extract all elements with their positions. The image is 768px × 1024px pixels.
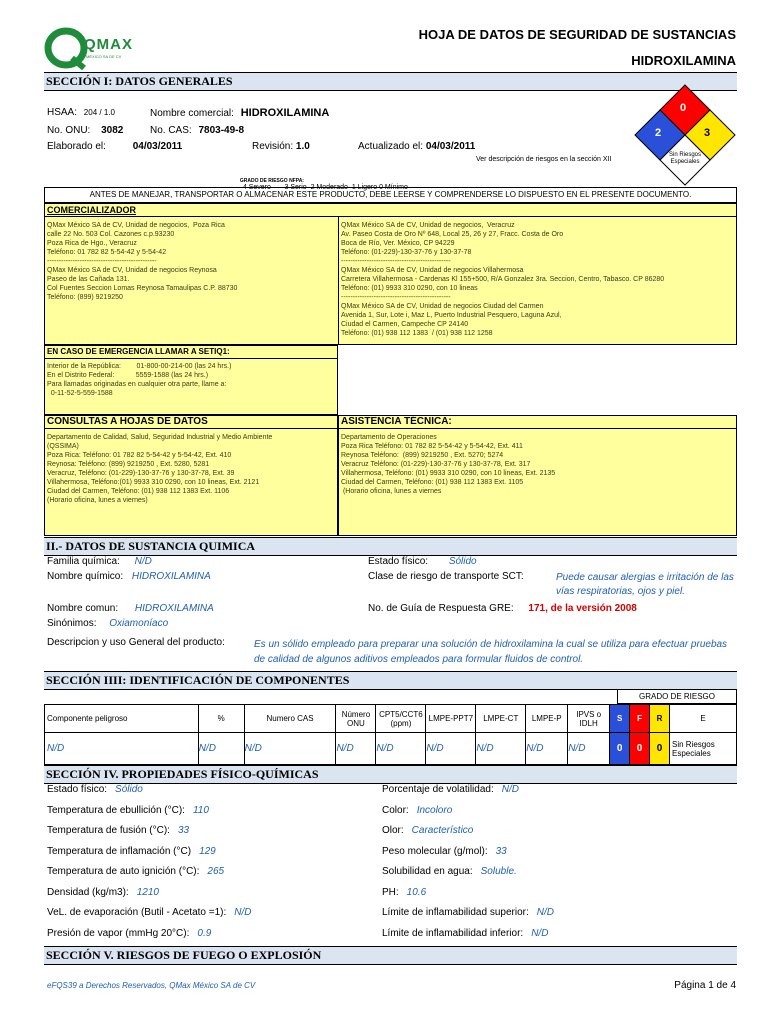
col-r: R bbox=[650, 705, 670, 733]
cell-cas: N/D bbox=[244, 733, 336, 765]
gre-row bbox=[368, 603, 637, 614]
clase-riesgo-value: Puede causar alergias e irritación de las vías respiratorias, ojos y piel. bbox=[556, 572, 734, 597]
logo-text: QMAX bbox=[84, 36, 133, 53]
asistencia-line: Departamento de Operaciones bbox=[341, 434, 437, 441]
revision-value: 1.0 bbox=[295, 141, 310, 152]
actualizado-label: Actualizado el: bbox=[358, 141, 424, 152]
property-label: Temperatura de ebullición (°C): bbox=[47, 804, 185, 816]
nombre-comercial-value: HIDROXILAMINA bbox=[240, 107, 330, 119]
consultas-line: Reynosa: Teléfono: (899) 9219250 , Ext. 5280, 5281 bbox=[47, 461, 210, 468]
property-label: Temperatura de fusión (°C): bbox=[47, 825, 170, 836]
estado-fisico-label: Estado físico: bbox=[368, 556, 429, 567]
nfpa-fire: 0 bbox=[680, 102, 687, 114]
doc-subtitle: HIDROXILAMINA bbox=[631, 53, 736, 68]
sinonimos-label: Sinónimos: bbox=[47, 618, 97, 629]
comercializador-left-line: QMax México SA de CV, Unidad de negocios, Poza Rica bbox=[47, 222, 225, 229]
property-row bbox=[47, 846, 367, 867]
elaborado-row bbox=[47, 141, 182, 152]
property-row bbox=[47, 866, 367, 887]
table-row bbox=[45, 733, 737, 765]
emergencia-box bbox=[44, 345, 338, 415]
cell-f: 0 bbox=[630, 733, 650, 765]
comercializador-left-line: ----------------------------------------------- bbox=[47, 258, 157, 265]
property-label: Color: bbox=[382, 804, 409, 816]
comercializador-left-line: Teléfono: 01 782 82 5-54-42 y 5-54-42 bbox=[47, 249, 167, 256]
nfpa-reactivity: 3 bbox=[704, 127, 711, 139]
col-cpt: CPT5/CCT6 (ppm) bbox=[376, 705, 426, 733]
asistencia-line: Poza Rica Teléfono: 01 782 82 5-54-42 y 5-54-42, Ext. 411 bbox=[341, 443, 523, 450]
componentes-header-row bbox=[45, 705, 737, 733]
property-value: 10.6 bbox=[406, 886, 427, 898]
col-componente: Componente peligroso bbox=[45, 705, 199, 733]
property-row bbox=[382, 846, 736, 867]
comercializador-right-line: QMax México SA de CV, Unidad de negocios Villahermosa bbox=[341, 267, 524, 274]
ver-descripcion: Ver descripción de riesgos en la sección XII bbox=[476, 156, 612, 163]
comercializador-left bbox=[47, 221, 335, 302]
page-number: Página 1 de 4 bbox=[674, 980, 736, 991]
hsaa-value: 204 / 1.0 bbox=[83, 108, 115, 117]
comercializador-left-line: Teléfono: (899) 9219250 bbox=[47, 294, 123, 301]
property-value: 265 bbox=[207, 866, 225, 877]
section-5-title: SECCIÓN V. RIESGOS DE FUEGO O EXPLOSIÓN bbox=[44, 946, 737, 965]
col-f: F bbox=[630, 705, 650, 733]
property-label: Límite de inflamabilidad inferior: bbox=[382, 927, 524, 939]
propiedades-right bbox=[382, 784, 736, 948]
logo bbox=[44, 22, 136, 72]
emergencia-line: En el Distrito Federal: 5559-1588 (las 24 hrs.) bbox=[47, 372, 209, 379]
property-value: N/D bbox=[234, 907, 252, 918]
onu-row bbox=[47, 125, 123, 136]
propiedades-left bbox=[47, 784, 367, 948]
aviso-banner: ANTES DE MANEJAR, TRANSPORTAR O ALMACENAR ESTE PRODUCTO, DEBE LEERSE Y COMPRENDERSE LO DISPUESTO EN EL PRESENTE DOCUMENTO. bbox=[44, 187, 737, 203]
property-label: Peso molecular (g/mol): bbox=[382, 845, 488, 857]
consultas-line: (Horario oficina, lunes a viernes) bbox=[47, 497, 148, 504]
emergencia-line: Para llamadas originadas en cualquier otra parte, llame a: bbox=[47, 381, 227, 388]
cas-row bbox=[150, 125, 244, 136]
cell-lmpe-p: N/D bbox=[526, 733, 568, 765]
property-row bbox=[47, 784, 367, 805]
nombre-quimico-label: Nombre químico: bbox=[47, 571, 124, 582]
comercializador-right bbox=[341, 221, 737, 338]
descripcion-label: Descripcion y uso General del producto: bbox=[47, 637, 225, 648]
comercializador-left-line: Col Fuentes Seccion Lomas Reynosa Tamaulipas C.P. 88730 bbox=[47, 285, 238, 292]
consultas-line: Departamento de Calidad, Salud, Seguridad Industrial y Medio Ambiente bbox=[47, 434, 273, 441]
cas-label: No. CAS: bbox=[150, 125, 192, 136]
hsaa-label: HSAA: bbox=[47, 107, 78, 118]
property-row bbox=[47, 928, 367, 949]
col-onu: Número ONU bbox=[336, 705, 376, 733]
comercializador-right-line: Av. Paseo Costa de Oro Nº 648, Local 25, 26 y 27, Fracc. Costa de Oro bbox=[341, 231, 564, 238]
consultas-lines bbox=[47, 433, 335, 505]
cas-value: 7803-49-8 bbox=[198, 125, 245, 136]
property-value: Incoloro bbox=[416, 804, 453, 816]
comercializador-right-line: Boca de Río, Ver. México, CP 94229 bbox=[341, 240, 455, 247]
consultas-line: Ciudad del Carmen, Teléfono: (01) 938 112 1383 Ext. 1106 bbox=[47, 488, 230, 495]
comercializador-right-line: Teléfono: (01-229)-130-37-76 y 130-37-78 bbox=[341, 249, 472, 256]
actualizado-value: 04/03/2011 bbox=[425, 141, 476, 152]
consultas-box bbox=[44, 415, 338, 536]
hsaa-row bbox=[47, 107, 115, 118]
property-row bbox=[382, 866, 736, 887]
grado-label: GRADO DE RIESGO NFPA: bbox=[239, 178, 304, 184]
property-label: Olor: bbox=[382, 825, 404, 836]
onu-value: 3082 bbox=[101, 125, 124, 136]
logo-subtext: MÉXICO SA DE CV bbox=[86, 54, 122, 59]
property-row bbox=[47, 907, 367, 928]
property-row bbox=[382, 887, 736, 908]
property-label: Solubilidad en agua: bbox=[382, 866, 473, 877]
col-e: E bbox=[670, 705, 737, 733]
familia-label: Familia química: bbox=[47, 556, 120, 567]
gre-label: No. de Guía de Respuesta GRE: bbox=[368, 603, 514, 614]
cell-onu: N/D bbox=[336, 733, 376, 765]
comercializador-left-line: calle 22 No. 503 Col. Cazones c.p.93230 bbox=[47, 231, 175, 238]
asistencia-line: Reynosa Teléfono: (899) 9219250 , Ext. 5270; 5274 bbox=[341, 452, 504, 459]
comercializador-right-line: Avenida 1, Sur, Lote i, Maz L, Puerto Industrial Pesquero, Laguna Azul, bbox=[341, 312, 562, 319]
componentes-table bbox=[44, 704, 737, 765]
section-3-title: SECCIÓN IIII: IDENTIFICACIÓN DE COMPONENTES bbox=[44, 671, 737, 690]
revision-row bbox=[252, 141, 310, 152]
familia-row bbox=[47, 556, 152, 567]
property-label: Densidad (kg/m3): bbox=[47, 886, 129, 898]
nombre-comun-row bbox=[47, 603, 214, 614]
emergencia-line: Interior de la República: 01-800-00-214-00 (las 24 hrs.) bbox=[47, 363, 232, 370]
property-row bbox=[47, 805, 367, 826]
comercializador-left-line: Poza Rica de Hgo., Veracruz bbox=[47, 240, 137, 247]
cell-ipvs: N/D bbox=[568, 733, 610, 765]
comercializador-right-line: ----------------------------------------------- bbox=[341, 258, 451, 265]
property-value: Sólido bbox=[115, 784, 143, 795]
comercializador-right-line: Teléfono: (01) 9933 310 0290, con 10 lineas bbox=[341, 285, 478, 292]
nfpa-health: 2 bbox=[655, 127, 662, 139]
clase-riesgo-label: Clase de riesgo de transporte SCT: bbox=[368, 571, 524, 582]
gre-value: 171, de la versión 2008 bbox=[528, 603, 637, 614]
property-label: Límite de inflamabilidad superior: bbox=[382, 907, 529, 918]
property-value: 110 bbox=[192, 804, 209, 816]
col-lmpe-p: LMPE-P bbox=[526, 705, 568, 733]
cell-porcentaje: N/D bbox=[198, 733, 244, 765]
cell-lmpe-ct: N/D bbox=[476, 733, 526, 765]
section-4-title: SECCIÓN IV. PROPIEDADES FÍSICO-QUÍMICAS bbox=[44, 765, 737, 784]
section-2-title: II.- DATOS DE SUSTANCIA QUIMICA bbox=[44, 537, 737, 556]
comercializador-left-line: Paseo de las Cañada 131. bbox=[47, 276, 130, 283]
grado-riesgo-header: GRADO DE RIESGO bbox=[617, 689, 737, 704]
property-value: 0.9 bbox=[197, 927, 212, 939]
col-s: S bbox=[610, 705, 630, 733]
actualizado-row bbox=[358, 141, 475, 152]
asistencia-line: Ciudad del Carmen, Teléfono: (01) 938 112 1383 Ext. 1105 bbox=[341, 479, 524, 486]
estado-fisico-value: Sólido bbox=[448, 556, 477, 567]
revision-label: Revisión: bbox=[252, 141, 294, 152]
elaborado-label: Elaborado el: bbox=[47, 141, 106, 152]
property-row bbox=[382, 805, 736, 826]
elaborado-value: 04/03/2011 bbox=[132, 141, 183, 152]
emergencia-lines bbox=[47, 362, 335, 398]
property-value: 129 bbox=[199, 845, 216, 857]
comercializador-left-line: QMax México SA de CV, Unidad de negocios Reynosa bbox=[47, 267, 217, 274]
cell-s: 0 bbox=[610, 733, 630, 765]
onu-label: No. ONU: bbox=[47, 125, 91, 136]
consultas-title: CONSULTAS A HOJAS DE DATOS bbox=[45, 416, 337, 429]
asistencia-title: ASISTENCIA TÉCNICA: bbox=[339, 416, 736, 429]
asistencia-lines bbox=[341, 433, 735, 496]
property-value: Soluble. bbox=[480, 866, 517, 877]
property-row bbox=[382, 825, 736, 846]
property-row bbox=[382, 928, 736, 949]
section-1-title: SECCIÓN I: DATOS GENERALES bbox=[44, 72, 737, 91]
emergencia-title: EN CASO DE EMERGENCIA LLAMAR A SETIQ1: bbox=[45, 346, 337, 359]
col-lmpe-ct: LMPE-CT bbox=[476, 705, 526, 733]
col-cas: Numero CAS bbox=[244, 705, 336, 733]
property-value: N/D bbox=[536, 907, 554, 918]
comercializador-box bbox=[44, 203, 737, 345]
nombre-quimico-value: HIDROXILAMINA bbox=[131, 571, 211, 582]
descripcion-value: Es un sólido empleado para preparar una solución de hidroxilamina la cual se utiliza para efectuar pruebas de calidad de algunos aditivos empleados para formular fluidos de control. bbox=[254, 639, 728, 665]
property-value: 33 bbox=[495, 845, 507, 857]
property-label: Temperatura de inflamación (°C) bbox=[47, 845, 192, 857]
cell-cpt: N/D bbox=[376, 733, 426, 765]
comercializador-right-line: QMax México SA de CV, Unidad de negocios, Veracruz bbox=[341, 222, 515, 229]
property-row bbox=[47, 887, 367, 908]
comercializador-title: COMERCIALIZADOR bbox=[45, 204, 736, 217]
asistencia-line: Villahermosa, Teléfono: (01) 9933 310 0290, con 10 lineas, Ext. 2135 bbox=[341, 470, 556, 477]
consultas-line: Veracruz, Teléfono: (01-229)-130-37-76 y 130-37-78, Ext. 39 bbox=[47, 470, 235, 477]
sinonimos-value: Oxiamoníaco bbox=[109, 618, 169, 629]
doc-title: HOJA DE DATOS DE SEGURIDAD DE SUSTANCIAS bbox=[418, 27, 736, 42]
asistencia-line: (Horario oficina, lunes a viernes bbox=[341, 488, 442, 495]
footer-copyright: eFQS39 a Derechos Reservados, QMax México SA de CV bbox=[47, 981, 256, 990]
col-ipvs: IPVS o IDLH bbox=[568, 705, 610, 733]
nfpa-diamond bbox=[634, 84, 736, 186]
property-label: Temperatura de auto ignición (°C): bbox=[47, 866, 200, 877]
nfpa-special: Sin Riesgos Especiales bbox=[668, 152, 701, 165]
familia-value: N/D bbox=[134, 556, 152, 567]
nombre-comercial-label: Nombre comercial: bbox=[150, 108, 234, 119]
property-value: 1210 bbox=[136, 886, 159, 898]
consultas-line: Poza Rica: Teléfono: 01 782 82 5-54-42 y 5-54-42, Ext. 410 bbox=[47, 452, 232, 459]
property-row bbox=[382, 784, 736, 805]
property-label: Estado físico: bbox=[47, 784, 108, 795]
consultas-line: Villahermosa, Teléfono:(01) 9933 310 0290, con 10 lineas, Ext. 2121 bbox=[47, 479, 260, 486]
nombre-comun-value: HIDROXILAMINA bbox=[134, 603, 214, 614]
comercializador-right-line: Ciudad el Carmen, Campeche CP 24140 bbox=[341, 321, 469, 328]
property-value: N/D bbox=[501, 784, 519, 795]
cell-lmpe-ppt: N/D bbox=[426, 733, 476, 765]
property-value: 33 bbox=[177, 825, 190, 836]
cell-componente: N/D bbox=[45, 733, 199, 765]
estado-fisico-row bbox=[368, 556, 477, 567]
nombre-quimico-row bbox=[47, 571, 211, 582]
property-label: Porcentaje de volatilidad: bbox=[382, 784, 494, 795]
cell-e: Sin Riesgos Especiales bbox=[670, 733, 737, 765]
grado-scale: 4 Severo 3 Serio 2 Moderado 1 Ligero 0 Mínimo bbox=[242, 184, 408, 191]
nombre-comercial-row bbox=[150, 107, 329, 119]
comercializador-divider bbox=[338, 217, 339, 345]
sinonimos-row bbox=[47, 618, 168, 629]
property-row bbox=[382, 907, 736, 928]
emergencia-line: 0-11-52-5-559-1588 bbox=[47, 390, 113, 397]
comercializador-right-line: ----------------------------------------------- bbox=[341, 294, 451, 301]
asistencia-line: Veracruz Teléfono: (01-229)-130-37-76 y 130-37-78, Ext. 317 bbox=[341, 461, 531, 468]
cell-r: 0 bbox=[650, 733, 670, 765]
asistencia-box bbox=[338, 415, 737, 536]
property-row bbox=[47, 825, 367, 846]
property-value: N/D bbox=[531, 927, 549, 939]
property-label: VeL. de evaporación (Butil - Acetato =1): bbox=[47, 907, 227, 918]
comercializador-right-line: QMax México SA de CV, Unidad de negocios Ciudad del Carmen bbox=[341, 303, 544, 310]
col-porcentaje: % bbox=[198, 705, 244, 733]
property-label: PH: bbox=[382, 886, 399, 898]
comercializador-right-line: Carretera Villahermosa - Cardenas Kl 155+500, R/A Gonzalez 3ra. Seccion, Centro, Tabasco. CP 86280 bbox=[341, 276, 665, 283]
property-value: Característico bbox=[411, 825, 474, 836]
property-label: Presión de vapor (mmHg 20°C): bbox=[47, 927, 190, 939]
nombre-comun-label: Nombre comun: bbox=[47, 603, 119, 614]
consultas-line: (QSSIMA) bbox=[47, 443, 79, 450]
comercializador-right-line: Teléfono: (01) 938 112 1383 / (01) 938 112 1258 bbox=[341, 330, 493, 337]
col-lmpe-ppt: LMPE-PPT7 bbox=[426, 705, 476, 733]
